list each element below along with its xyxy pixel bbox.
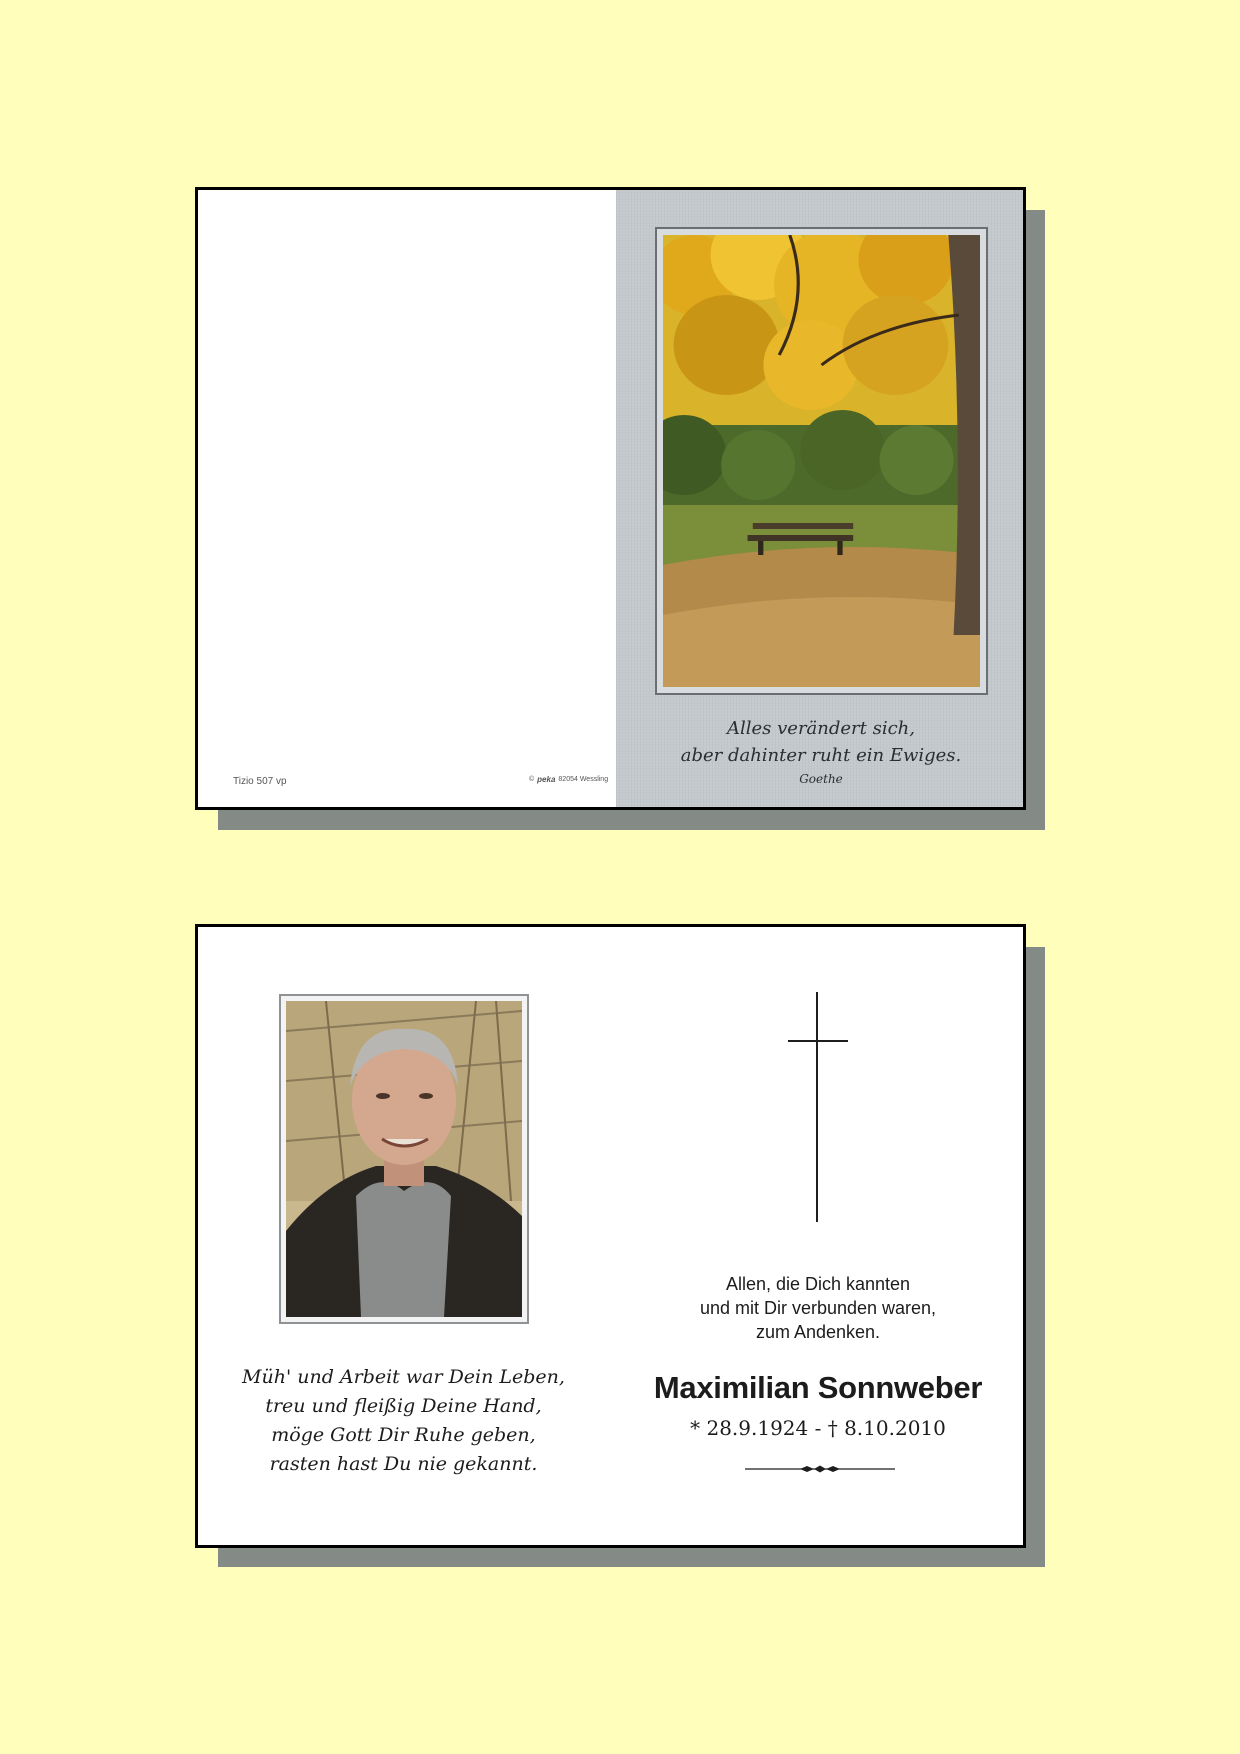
copyright-icon: © xyxy=(529,776,535,783)
poem xyxy=(198,1363,609,1479)
dedication-line: Allen, die Dich kannten xyxy=(725,1274,911,1294)
dedication xyxy=(618,1272,1018,1344)
ornament-divider-icon xyxy=(745,1464,895,1474)
poem-line: möge Gott Dir Ruhe geben, xyxy=(271,1424,536,1446)
cross-icon xyxy=(788,992,848,1222)
portrait-photo xyxy=(279,994,529,1324)
autumn-bench-image xyxy=(663,235,980,687)
dedication-line: und mit Dir verbunden waren, xyxy=(699,1298,937,1318)
publisher-mark xyxy=(529,775,608,784)
portrait-image xyxy=(286,1001,522,1317)
front-quote xyxy=(616,715,1026,786)
quote-line: aber dahinter ruht ein Ewiges. xyxy=(680,745,962,766)
bottom-card xyxy=(195,924,1026,1548)
top-card xyxy=(195,187,1026,810)
poem-line: Müh' und Arbeit war Dein Leben, xyxy=(242,1366,565,1388)
quote-line: Alles verändert sich, xyxy=(727,718,915,739)
quote-author: Goethe xyxy=(799,772,843,786)
publisher-location: 82054 Wessling xyxy=(558,776,609,783)
deceased-name: Maximilian Sonnweber xyxy=(653,1370,983,1405)
publisher-brand: peka xyxy=(537,775,556,784)
poem-line: treu und fleißig Deine Hand, xyxy=(265,1395,542,1417)
poem-line: rasten hast Du nie gekannt. xyxy=(269,1453,538,1475)
life-dates: * 28.9.1924 - † 8.10.2010 xyxy=(690,1416,946,1440)
front-panel xyxy=(616,190,1026,807)
dedication-line: zum Andenken. xyxy=(755,1322,881,1342)
landscape-photo xyxy=(655,227,988,695)
card-code: Tizio 507 vp xyxy=(233,776,287,787)
